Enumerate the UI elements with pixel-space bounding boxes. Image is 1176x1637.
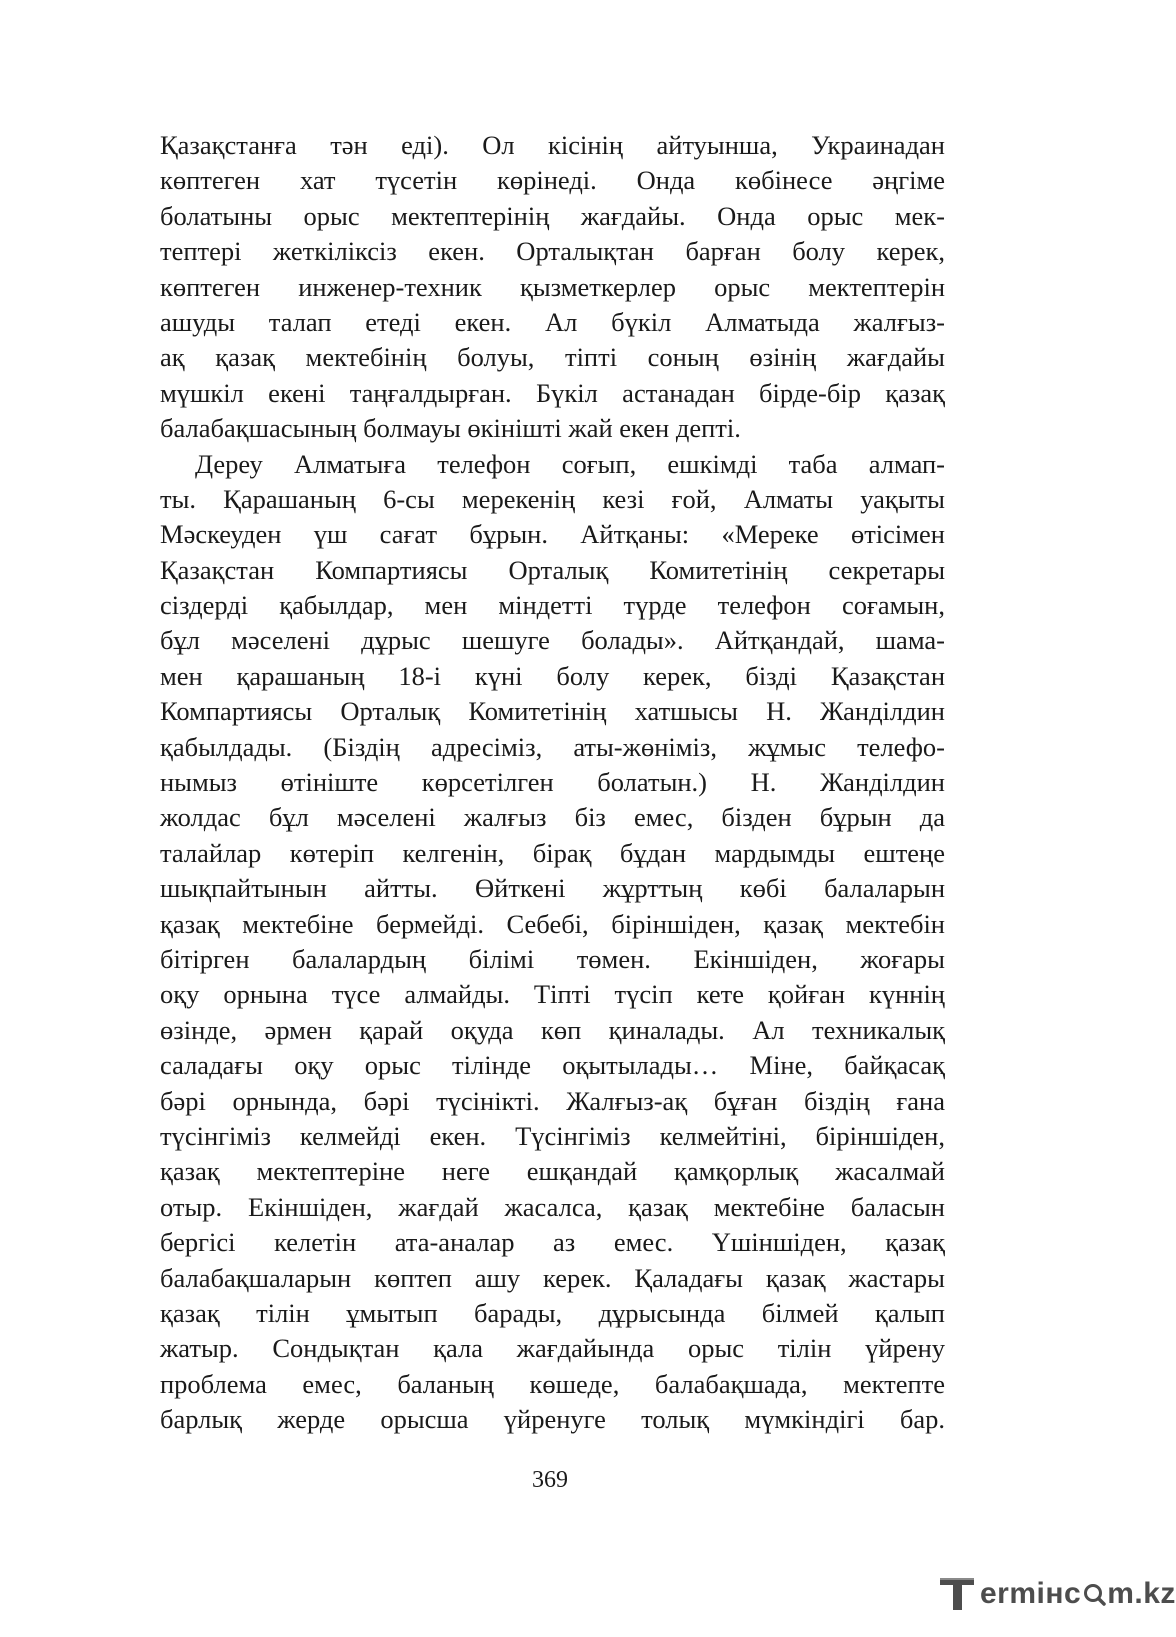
body-line: Мәскеуден үш сағат бұрын. Айтқаны: «Мереке өтісімен — [160, 519, 945, 550]
body-line: саладағы оқу орыс тілінде оқытылады… Міне, байқасақ — [160, 1050, 945, 1081]
body-line: түсінгіміз келмейді екен. Түсінгіміз келмейтіні, біріншіден, — [160, 1120, 945, 1151]
body-line: проблема емес, баланың көшеде, балабақшада, мектепте — [160, 1368, 945, 1399]
body-line: нымыз өтініште көрсетілген болатын.) Н. Жанділдин — [160, 767, 945, 798]
body-line: көптеген хат түсетін көрінеді. Онда көбінесе әңгіме — [160, 165, 945, 196]
body-line: оқу орнына түсе алмайды. Тіпті түсіп кете қойған күннің — [160, 979, 945, 1010]
body-line: болатыны орыс мектептерінің жағдайы. Онда орыс мек- — [160, 200, 945, 231]
body-line: жолдас бұл мәселені жалғыз біз емес, бізден бұрын да — [160, 802, 945, 833]
body-line: мен қарашаның 18-і күні болу керек, бізді Қазақстан — [160, 660, 945, 691]
body-line: тептері жеткіліксіз екен. Орталықтан барған болу керек, — [160, 236, 945, 267]
body-line: сіздерді қабылдар, мен міндетті түрде телефон соғамын, — [160, 590, 945, 621]
body-line: Қазақстан Компартиясы Орталық Комитетінің секретары — [160, 554, 945, 585]
body-line: бәрі орнында, бәрі түсінікті. Жалғыз-ақ бұған біздің ғана — [160, 1085, 945, 1116]
t-logo-icon — [938, 1575, 978, 1613]
body-line: талайлар көтеріп келгенін, бірақ бұдан мардымды ештеңе — [160, 837, 945, 868]
body-line: қазақ мектебіне бермейді. Себебі, біріншіден, қазақ мектебін — [160, 908, 945, 939]
watermark-text-part1: ermінc — [980, 1577, 1082, 1610]
body-line: қазақ мектептеріне неге ешқандай қамқорлық жасалмай — [160, 1156, 945, 1187]
body-line: Қазақстанға тән еді). Ол кісінің айтуынша, Украинадан — [160, 130, 945, 160]
body-line: мүшкіл екені таңғалдырған. Бүкіл астанадан бірде-бір қазақ — [160, 377, 945, 408]
body-line: ақ қазақ мектебінің болуы, тіпті соның өзінің жағдайы — [160, 342, 945, 373]
body-line: Дереу Алматыға телефон соғып, ешкімді таба алмап- — [195, 448, 945, 479]
body-line: өзінде, әрмен қарай оқуда көп қиналады. Ал техникалық — [160, 1014, 945, 1045]
body-line: бергісі келетін ата-аналар аз емес. Үшіншіден, қазақ — [160, 1227, 945, 1258]
body-line: қабылдады. (Біздің адресіміз, аты-жөніміз, жұмыс телефо- — [160, 731, 945, 762]
page-number: 369 — [532, 1467, 568, 1493]
watermark-text-part2: m.kz — [1107, 1577, 1176, 1610]
body-line: барлық жерде орысша үйренуге толық мүмкіндігі бар. — [160, 1404, 945, 1435]
magnifier-icon — [1082, 1582, 1106, 1606]
body-line: балабақшаларын көптеп ашу керек. Қаладағы қазақ жастары — [160, 1262, 945, 1293]
site-watermark[interactable] — [938, 1574, 1176, 1614]
body-line: шықпайтынын айтты. Өйткені жұрттың көбі балаларын — [160, 873, 945, 904]
body-line: Компартиясы Орталық Комитетінің хатшысы Н. Жанділдин — [160, 696, 945, 727]
body-line: қазақ тілін ұмытып барады, дұрысында білмей қалып — [160, 1297, 945, 1328]
body-line: ты. Қарашаның 6-сы мерекенің кезі ғой, Алматы уақыты — [160, 483, 945, 514]
body-line: отыр. Екіншіден, жағдай жасалса, қазақ мектебіне баласын — [160, 1191, 945, 1222]
body-line: балабақшасының болмауы өкінішті жай екен депті. — [160, 413, 741, 444]
body-line: жатыр. Сондықтан қала жағдайында орыс тілін үйрену — [160, 1333, 945, 1364]
page-body-text — [160, 128, 945, 1437]
body-line: бұл мәселені дұрыс шешуге болады». Айтқандай, шама- — [160, 625, 945, 656]
body-line: бітірген балалардың білімі төмен. Екіншіден, жоғары — [160, 943, 945, 974]
body-line: ашуды талап етеді екен. Ал бүкіл Алматыда жалғыз- — [160, 306, 945, 337]
body-line: көптеген инженер-техник қызметкерлер орыс мектептерін — [160, 271, 945, 302]
